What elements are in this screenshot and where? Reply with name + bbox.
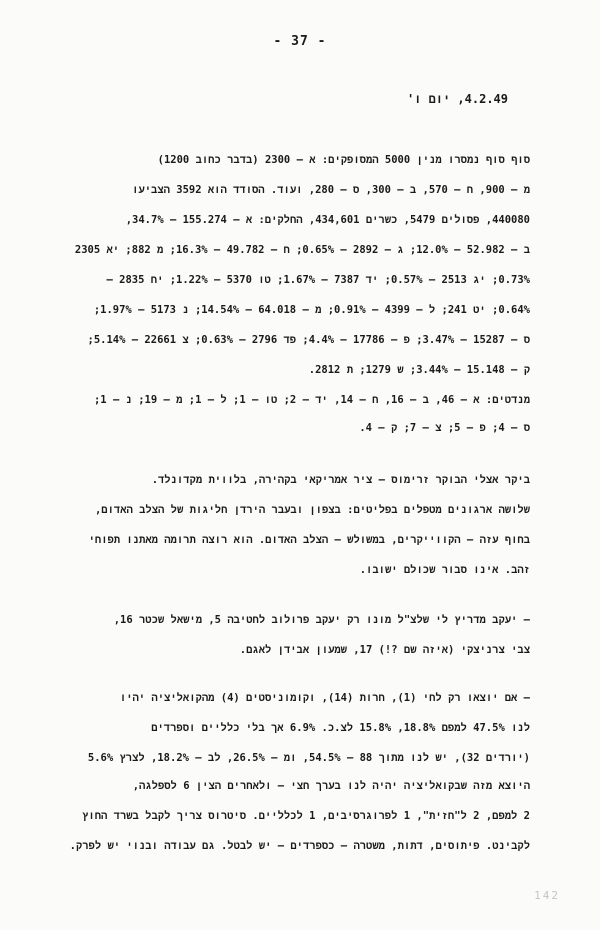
text-line: ס – 15287 – 3.47%; פ – 17786 – 4.4%; פד 2796 – 0.63%; צ 22661 – 5.14%; <box>87 334 530 346</box>
text-line: 440080, פסולים 5479, כשרים 434,601, החלקים: א – 155.274 – 34.7%, <box>125 214 530 226</box>
text-line: לקבינט. פיתוסים, דתות, משטרה – כספרדים – יש לבטל. גם עבודה ובנוי יש לפרק. <box>69 840 530 852</box>
text-line: לנו 47.5% למפם 18.8%, 15.8% לצ.כ. 6.9% אך בלי כלליים וספרדים <box>151 722 530 734</box>
text-line: היוצא מזה שבקואליציה יהיה לנו בערך חצי – ולאחרים הצין 6 לספלגה, <box>132 780 530 792</box>
text-line: ביקר אצלי הבוקר זרימוס – ציר אמריקאי בקהירה, בלווית מקדונלד. <box>151 474 530 486</box>
text-line: – יעקב מדריץ לי שלצ"ל מונו רק יעקב פרולוב לחטיבה 5, מישאל שכטר 16, <box>113 614 530 626</box>
text-line: 0.73%; יג 2513 – 0.57%; יד 7387 – 1.67%; טו 5370 – 1.22%; יח 2835 – <box>106 274 530 286</box>
text-line: מנדטים: א – 46, ב – 16, ח – 14, יד – 2; טו – 1; ל – 1; מ – 19; נ – 1; <box>93 394 530 406</box>
archive-stamp: 142 <box>534 889 560 902</box>
page-number: - 37 - <box>273 34 327 49</box>
text-line: סוף סוף נמסרו מנין 5000 המסופקים: א – 2300 (בדבר כחוב 1200) <box>157 154 530 166</box>
text-line: – אם יוצאו רק לחי (1), חרות (14), וקומוניסטים (4) מהקואליציה יהיו <box>119 692 530 704</box>
text-line: (יורדים 32), יש לנו מתוך 88 – 54.5%, ומ – 26.5%, לב – 18.2%, לצרץ 5.6% <box>87 752 530 764</box>
text-line: זהב. אינו סבור שכולם ישובו. <box>359 564 530 576</box>
text-line: 0.64%; יט 241; ל – 4399 – 0.91%; מ – 64.018 – 14.54%; נ 5173 – 1.97%; <box>93 304 530 316</box>
text-line: בחוף עזה – הקווייקרים, במשולש – הצלב האדום. הוא רוצה תרומה מאתנו תפוחי <box>88 534 530 546</box>
text-line: 2 למפם, 2 ל"חזית", 1 לפרוגרסיבים, 1 לכלליים. סיטרוס צריך לקבל בשרד החוץ <box>82 810 530 822</box>
text-line: ק – 15.148 – 3.44%; ש 1279; ת 2812. <box>308 364 530 376</box>
text-line: ב – 52.982 – 12.0%; ג – 2892 – 0.65%; ח – 49.782 – 16.3%; מ 882; יא 2305 <box>74 244 530 256</box>
date-heading: 4.2.49, יום ו' <box>406 92 508 106</box>
text-line: מ – 900, ח – 570, ב – 300, ס – 280, ועוד. הסודד הוא 3592 הצביעו <box>132 184 530 196</box>
text-line: שלושה ארגונים מטפלים בפליטים: בצפון ובעבר הירדן חליגות של הצלב האדום, <box>94 504 530 516</box>
text-line: ס – 4; פ – 5; צ – 7; ק – 4. <box>359 422 530 434</box>
text-line: צבי צרניצקי (איזה שם ?!) 17, שמעון אבידן לאגם. <box>239 644 530 656</box>
